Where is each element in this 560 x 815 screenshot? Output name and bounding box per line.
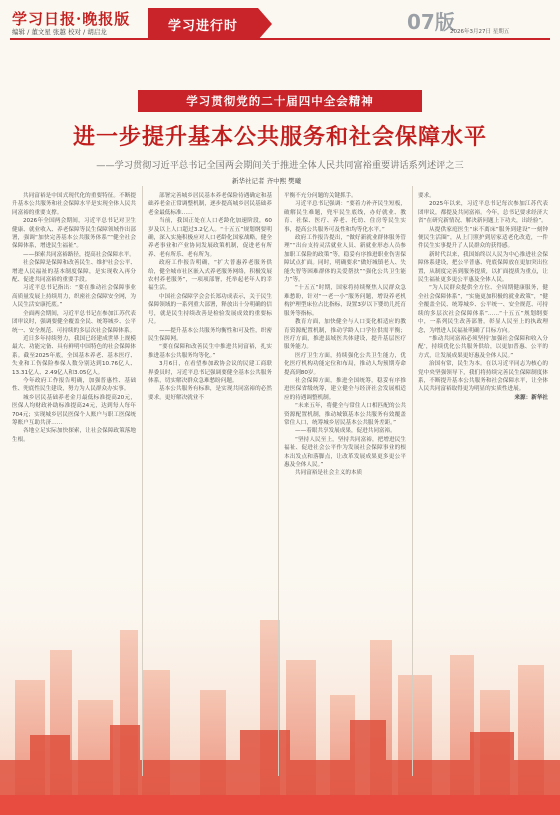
column-divider	[412, 186, 413, 776]
paragraph: 部署完善城乡居民基本养老保险待遇确定和基础养老金正常调整机制，逐步提高城乡居民基础养老金最低标准……	[148, 193, 272, 216]
paragraph: “推动共同富裕必须坚持‘加强社会保障和收入分配’，持续优化公共服务供给，以更加普惠、公平的方式，让发展成果更好惠及全体人民。”	[418, 335, 548, 359]
paragraph: 中国社会保障学会会长郑功成表示，关于民生保障领域的一系列重大部署，释放出十分明确的信号，就是民生持续改善是检验发展成效的重要标尺。	[148, 293, 272, 326]
paragraph: ——提升基本公共服务均衡性和可及性，织密民生保障网。	[148, 327, 272, 342]
paragraph: 从提供家庭医生“床不离床”服务到建设“一刻钟便民生活圈”，从上门照护到居家适老化改造，一件件民生实事提升了人民群众的获得感。	[418, 226, 548, 250]
issue-date: 2026年3月27日 星期五	[450, 29, 510, 35]
paragraph: “要在保障和改善民生中推进共同富裕，扎实推进基本公共服务均等化。”	[148, 344, 272, 359]
paragraph: “十五五”时期，国家将持续聚焦人民群众急难愁盼，针对“一老一小”服务问题，增设养老机构护理型床位占比指标，设置3岁以下婴幼儿托育服务等指标。	[284, 285, 406, 317]
paragraph: 社会保障是保障和改善民生、维护社会公平、增进人民福祉的基本制度保障，是实现收入再分配、促进共同富裕的重要手段。	[12, 260, 136, 284]
paragraph: 治国有常，民生为本。在以习近平同志为核心的党中央坚强领导下，我们将持续完善民生保障制度体系，不断提升基本公共服务和社会保障水平，让全体人民共同富裕取得更为明显的实质性进展。	[418, 361, 548, 393]
footer-bar	[0, 795, 560, 815]
paragraph: 习近平总书记指出：“要在推动社会保障事业高质量发展上持续用力，织密社会保障安全网，为人民生活安康托底。”	[12, 285, 136, 309]
paragraph: 2025年以来，习近平总书记每次参加江苏代表团审议，都提及共同富裕。今年，总书记要求经济大省“在研究新情况、解决新问题上下功夫，出经验”。	[418, 201, 548, 225]
masthead-divider	[10, 38, 550, 40]
section-tab	[148, 8, 258, 40]
paragraph: 全面两会期间，习近平总书记在参加江苏代表团审议时，强调要健全覆盖全民、统筹城乡、公平统一、安全规范、可持续的多层次社会保障体系。	[12, 310, 136, 334]
article-subtitle: ——学习贯彻习近平总书记全国两会期间关于推进全体人民共同富裕重要讲话系列述评之三	[96, 160, 464, 171]
paragraph: “未来五年，将健全与常住人口相匹配的公共资源配置机制，推动城镇基本公共服务有效覆盖常住人口，统筹城乡居民基本公共服务差距。”	[284, 403, 406, 426]
paragraph: 习近平总书记强调：“要着力补齐民生短板，破解民生难题，兜牢民生底线，办好就业、教育、社保、医疗、养老、托幼、住房等民生实事，提高公共服务可及性和均等化水平。”	[284, 201, 406, 233]
paragraph: 平衡不充分问题的关键抓手。	[284, 193, 357, 199]
paragraph: 今年政府工作报告明确，加强普惠性、基础性、兜底性民生建设，努力为人民群众办实事。	[12, 377, 136, 393]
paragraph: “为人民群众提供全方位、全周期健康服务，健全社会保障体系”，“实施更加积极的就业政策”，“健全覆盖全民、统筹城乡、公平统一、安全规范、可持续的多层次社会保障体系”……“十五五”规划纲要中，一系列民生改善部署，彰显人民至上的执政理念，为增进人民福祉明确了目标方向。	[418, 285, 548, 334]
byline: 新华社记者 齐中熙 樊曦	[232, 177, 302, 185]
paragraph: ——探索共同富裕路径，提高社会保障水平。	[23, 251, 135, 258]
column-divider	[142, 186, 143, 776]
paragraph: 社会保障方面，推进全国统筹，稳妥有序推进医保省级统筹，建立健全与经济社会发展相适应的待遇调整机制。	[284, 377, 406, 401]
column-divider	[278, 186, 279, 776]
article-column-1	[12, 192, 136, 444]
paragraph: ——着眼共享发展成果，促进共同富裕。	[295, 428, 396, 435]
paragraph: 教育方面，加快健全与人口变化相适应的教育资源配置机制，推动学龄人口学位供需平衡；医疗方面，推进县域医共体建设，提升基层医疗服务能力。	[284, 319, 406, 351]
paragraph: 政府工作报告明确，“扩大普惠养老服务供给，健全城市社区嵌入式养老服务网络，积极发展农村养老服务”，一项项部署，托举起老年人的幸福生活。	[148, 260, 272, 292]
edition-number: 07版	[407, 10, 455, 34]
article-title: 进一步提升基本公共服务和社会保障水平	[72, 124, 487, 150]
article-column-2	[148, 192, 272, 402]
paragraph: 要求。	[418, 193, 435, 199]
paragraph: 3月6日，在看望参加政协会议的民建工商联界委员时，习近平总书记强调要健全基本公共服务体系，切实解决群众急难愁盼问题。	[148, 361, 272, 384]
paragraph: 近日多年持续努力，我国已经建成世界上规模最大、功能完备、具有鲜明中国特色的社会保障体系。截至2025年底，全国基本养老、基本医疗、失业和工伤保险参保人数分别达到10.76亿人、13.31亿人、2.49亿人和3.05亿人。	[12, 335, 136, 376]
paragraph: 医疗卫生方面，持续强化公共卫生能力，优化医疗机构功能定位和布局，推动人均预期寿命提高到80岁。	[284, 352, 406, 376]
paragraph: 基本公共服务有标准，是实现共同富裕的必然要求。更好解决就业不	[148, 386, 272, 401]
paragraph: 当前，我国正处在人口老龄化加速阶段，60岁及以上人口超过3.2亿人。“十五五”规划纲要明确，深入实施积极应对人口老龄化国家战略，健全养老事业和产业协同发展政策机制，促进老有所养、老有所乐、老有所为。	[148, 218, 272, 258]
newspaper-logo: 学习日报·晚报版	[12, 10, 131, 28]
paragraph: 政府工作报告提出，“做好新就业群体服务管理”“出台支持灵活就业人员、新就业形态人员参加职工保险的政策”等，稳妥有序推进职业伤害保障试点扩面。同时，明确要求“做好城镇老人、失能失智等困难群体的关爱帮扶”“强化公共卫生能力”等。	[284, 235, 406, 284]
section-label: 学习进行时	[167, 18, 238, 34]
paragraph: 2026年全国两会期间，习近平总书记对卫生健康、就业收入、养老保障等民生保障领域作出部署，强调“加快完善基本公共服务体系”“健全社会保障体系，增进民生福祉”。	[12, 218, 136, 250]
editor-credits: 编辑 / 董文星 张越 校对 / 胡启龙	[12, 28, 107, 36]
paragraph: 城乡居民基础养老金月最低标准提高20元，医保人均财政补助标准提高24元，达到每人每年704元；实现城乡居民医保个人账户与职工医保统筹账户互助共济……	[12, 394, 136, 426]
paragraph: 共同富裕是社会主义的本质	[295, 470, 363, 477]
theme-banner: 学习贯彻党的二十届四中全会精神	[138, 90, 422, 112]
paragraph: 新时代以来，我国始终以人民为中心推进社会保障体系建设，把公平普惠、兜底保障放在更加突出位置，从制度完善到服务提质，以扩面提质为重点，让民生福祉更多更公平惠及全体人民。	[418, 251, 548, 284]
city-skyline-illustration	[0, 560, 560, 815]
article-column-4	[418, 192, 548, 402]
article-source: 来源：新华社	[514, 394, 548, 401]
masthead	[0, 0, 560, 66]
article-column-3	[284, 192, 406, 478]
paragraph: 各地立足实际加快探索，让社会保障政策落地生根。	[12, 428, 136, 443]
paragraph: 共同富裕是中国式现代化的重要特征。不断提升基本公共服务和社会保障水平是实现全体人民共同富裕的重要支撑。	[12, 193, 136, 216]
paragraph: “坚持人民至上，坚持共同富裕，把增进民生福祉、促进社会公平作为发展社会保障事业的根本出发点和落脚点，让改革发展成果更多更公平惠及全体人民。”	[284, 436, 406, 468]
